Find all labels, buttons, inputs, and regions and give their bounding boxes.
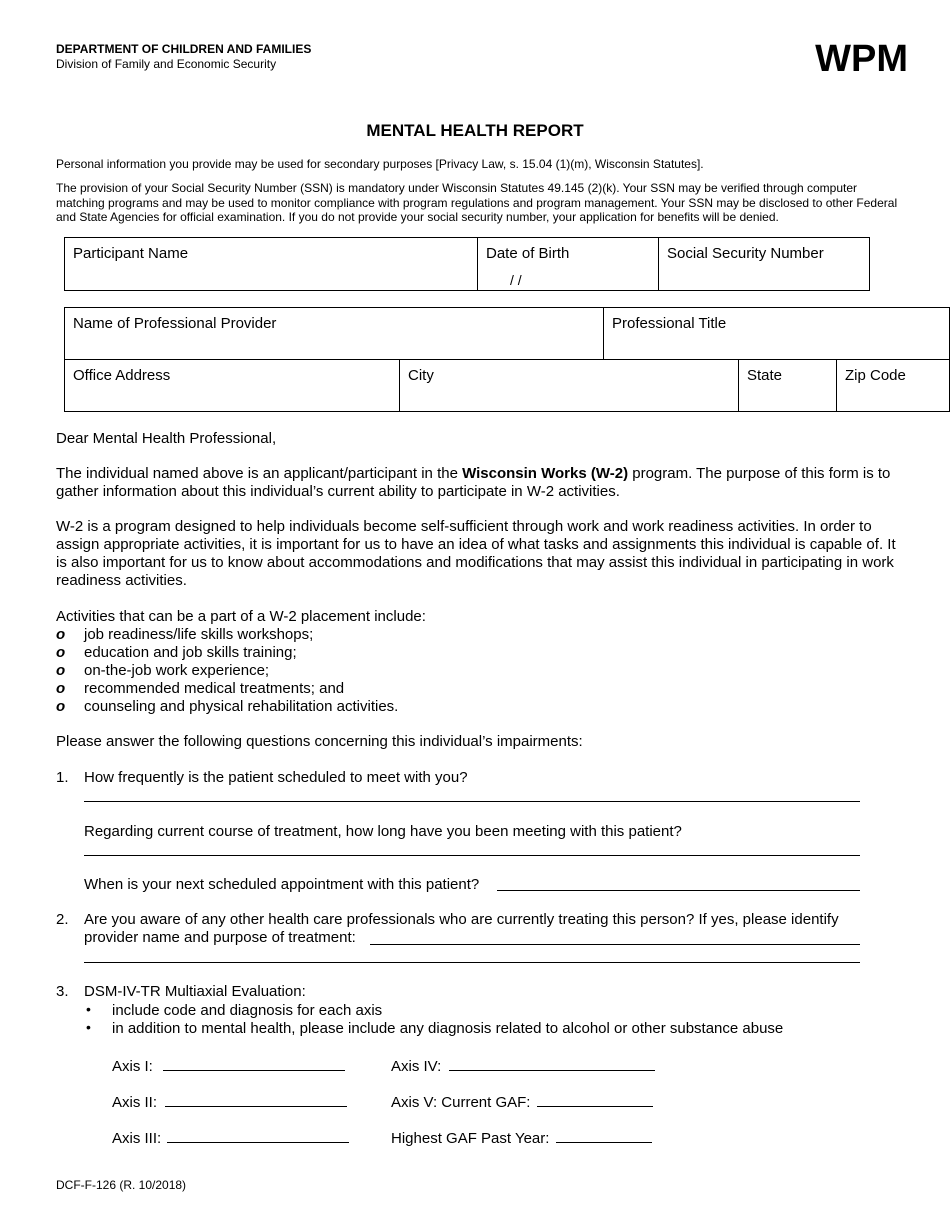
highest-gaf-input[interactable] xyxy=(556,1128,652,1143)
bullet-icon: o xyxy=(56,626,66,643)
date-of-birth-label: Date of Birth xyxy=(486,245,570,262)
bullet-icon: o xyxy=(56,698,66,715)
axis-4-row xyxy=(391,1056,655,1075)
highest-gaf-label: Highest GAF Past Year: xyxy=(391,1130,550,1147)
question-3-number: 3. xyxy=(56,983,69,1000)
answer-line-q1b[interactable] xyxy=(84,855,860,856)
bullet-icon: • xyxy=(86,1001,91,1017)
office-address-label: Office Address xyxy=(73,367,171,384)
dob-format: / / xyxy=(510,272,522,288)
activity-label: recommended medical treatments; and xyxy=(84,680,345,697)
provider-name-label: Name of Professional Provider xyxy=(73,315,277,332)
axis-4-input[interactable] xyxy=(449,1056,655,1071)
program-paragraph: W-2 is a program designed to help individuals become self-sufficient through work and work readiness activities. In order to assign appropriate activities, it is important for us to have an idea of what tasks and assignments this individual is capable of. It is also important for us to know about accommodations and modifications that may assist this individual in participating in work readiness activities. xyxy=(56,518,896,589)
axis-5-label: Axis V: Current GAF: xyxy=(391,1094,531,1111)
question-1b: Regarding current course of treatment, how long have you been meeting with this patient? xyxy=(84,823,682,840)
activity-label: education and job skills training; xyxy=(84,644,297,661)
form-code: WPM xyxy=(815,38,908,80)
question-1: How frequently is the patient scheduled to meet with you? xyxy=(84,769,468,786)
axis-4-label: Axis IV: xyxy=(391,1058,442,1075)
axis-2-input[interactable] xyxy=(165,1092,347,1107)
provider-name-field[interactable] xyxy=(65,308,604,360)
question-3-bullet-1: include code and diagnosis for each axis xyxy=(112,1002,383,1019)
intro-paragraph xyxy=(56,465,896,501)
axis-3-row xyxy=(112,1128,349,1147)
participant-name-field[interactable] xyxy=(65,238,478,291)
professional-title-label: Professional Title xyxy=(612,315,727,332)
axis-2-row xyxy=(112,1092,347,1111)
questions-intro: Please answer the following questions concerning this individual’s impairments: xyxy=(56,733,583,750)
state-field[interactable] xyxy=(739,360,837,412)
axis-1-label: Axis I: xyxy=(112,1058,153,1075)
intro-post: program. The purpose of this form is to gather information about this individual’s current ability to participate in W-2 activities. xyxy=(56,465,891,500)
program-name: Wisconsin Works (W-2) xyxy=(462,465,629,482)
activity-label: job readiness/life skills workshops; xyxy=(84,626,314,643)
axis-3-label: Axis III: xyxy=(112,1130,162,1147)
ssn-label: Social Security Number xyxy=(667,245,824,262)
office-address-field[interactable] xyxy=(65,360,400,412)
ssn-field[interactable] xyxy=(659,238,870,291)
axis-5-row xyxy=(391,1092,653,1111)
bullet-icon: o xyxy=(56,662,66,679)
professional-title-field[interactable] xyxy=(604,308,950,360)
participant-info-table xyxy=(64,237,870,291)
intro-pre: The individual named above is an applicant/participant in the xyxy=(56,465,463,482)
answer-line-q1[interactable] xyxy=(84,801,860,802)
department-name: DEPARTMENT OF CHILDREN AND FAMILIES xyxy=(56,42,312,56)
bullet-icon: • xyxy=(86,1019,91,1035)
bullet-icon: o xyxy=(56,680,66,697)
date-of-birth-field[interactable] xyxy=(478,238,659,291)
state-label: State xyxy=(747,367,783,384)
question-1c: When is your next scheduled appointment with this patient? xyxy=(84,876,480,893)
activities-intro: Activities that can be a part of a W-2 placement include: xyxy=(56,608,426,625)
activity-label: on-the-job work experience; xyxy=(84,662,270,679)
list-item xyxy=(56,626,398,644)
question-2-number: 2. xyxy=(56,911,69,928)
axis-1-input[interactable] xyxy=(163,1056,345,1071)
city-label: City xyxy=(408,367,434,384)
answer-line-q1c[interactable] xyxy=(497,890,860,891)
question-2-provider: provider name and purpose of treatment: xyxy=(84,929,356,946)
privacy-notice: Personal information you provide may be used for secondary purposes [Privacy Law, s. 15.04 (1)(m), Wisconsin Statutes]. xyxy=(56,157,704,171)
list-item xyxy=(56,662,398,680)
activities-list xyxy=(56,626,398,716)
axis-3-input[interactable] xyxy=(167,1128,349,1143)
form-number: DCF-F-126 (R. 10/2018) xyxy=(56,1178,187,1192)
bullet-icon: o xyxy=(56,644,66,661)
list-item xyxy=(56,680,398,698)
highest-gaf-row xyxy=(391,1128,652,1147)
list-item xyxy=(56,698,398,716)
division-name: Division of Family and Economic Security xyxy=(56,57,277,71)
question-3: DSM-IV-TR Multiaxial Evaluation: xyxy=(84,983,306,1000)
axis-2-label: Axis II: xyxy=(112,1094,158,1111)
answer-line-q2[interactable] xyxy=(370,944,860,945)
provider-info-table xyxy=(64,307,950,412)
city-field[interactable] xyxy=(400,360,739,412)
page-title: MENTAL HEALTH REPORT xyxy=(366,121,584,140)
axis-1-row xyxy=(112,1056,345,1075)
current-gaf-input[interactable] xyxy=(537,1092,653,1107)
answer-line-q2b[interactable] xyxy=(84,962,860,963)
question-3-bullet-2: in addition to mental health, please include any diagnosis related to alcohol or other substance abuse xyxy=(112,1020,784,1037)
question-1-number: 1. xyxy=(56,769,69,786)
ssn-notice: The provision of your Social Security Number (SSN) is mandatory under Wisconsin Statutes 49.145 (2)(k). Your SSN may be verified through computer matching programs and may be used to monitor compliance with program regulations and program management. Your SSN may be disclosed to other Federal and State Agencies for official examination. If you do not provide your social security number, your application for benefits will be denied. xyxy=(56,181,898,224)
zip-label: Zip Code xyxy=(845,367,906,384)
zip-field[interactable] xyxy=(837,360,950,412)
participant-name-label: Participant Name xyxy=(73,245,189,262)
activity-label: counseling and physical rehabilitation activities. xyxy=(84,698,399,715)
question-2: Are you aware of any other health care professionals who are currently treating this person? If yes, please identify xyxy=(84,911,839,928)
list-item xyxy=(56,644,398,662)
greeting: Dear Mental Health Professional, xyxy=(56,430,277,447)
